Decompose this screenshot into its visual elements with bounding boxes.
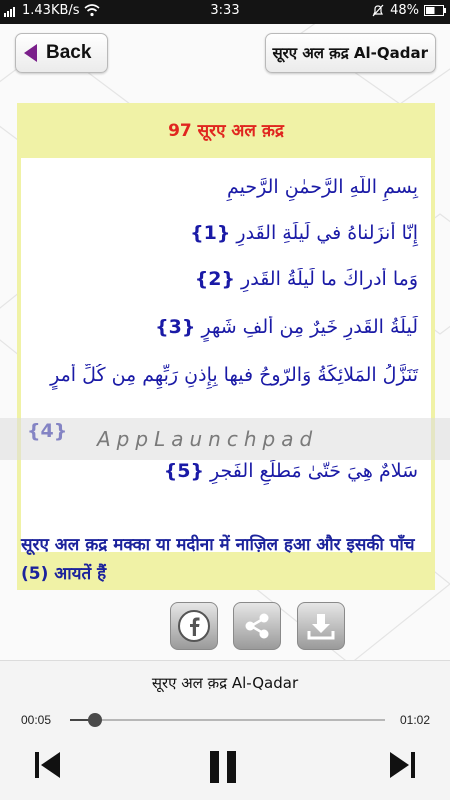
- share-icon: [240, 609, 274, 643]
- verse-5-text: سَلامٌ هِيَ حَتّىٰ مَطلَعِ الفَجرِ: [210, 460, 418, 482]
- battery-percent: 48%: [390, 3, 419, 18]
- verse-1-number: {1}: [190, 222, 231, 244]
- verse-5-number: {5}: [163, 460, 204, 482]
- status-time: 3:33: [210, 3, 240, 18]
- download-icon: [304, 609, 338, 643]
- verse-1-text: إِنّا أَنزَلناهُ في لَيلَةِ القَدرِ: [236, 222, 418, 244]
- verse-3: [21, 316, 431, 356]
- watermark-text: AppLaunchpad: [97, 427, 319, 451]
- verse-2-text: وَما أَدراكَ ما لَيلَةُ القَدرِ: [241, 268, 418, 290]
- verse-4-text: تَنَزَّلُ المَلائِكَةُ وَالرّوحُ فيها بِإِذنِ رَبِّهِم مِن كُلِّ أَمرٍ: [50, 364, 418, 386]
- surah-title-button[interactable]: सूरए अल क़द्र Al-Qadar: [265, 33, 436, 73]
- network-speed: 1.43KB/s: [22, 3, 80, 18]
- verse-2: [21, 268, 431, 308]
- back-arrow-icon: [24, 44, 37, 62]
- verses-box: [21, 158, 431, 552]
- share-button[interactable]: [233, 602, 281, 650]
- bismillah: بِسمِ اللَّهِ الرَّحمٰنِ الرَّحيمِ: [227, 176, 418, 198]
- back-button-label: Back: [46, 42, 92, 63]
- player-track-title: सूरए अल क़द्र Al-Qadar: [151, 674, 299, 692]
- battery-icon: [424, 5, 446, 16]
- time-total: 01:02: [399, 713, 430, 727]
- time-elapsed: 00:05: [21, 713, 52, 727]
- seek-bar[interactable]: [70, 719, 385, 721]
- previous-button[interactable]: [30, 749, 66, 781]
- verse-2-number: {2}: [194, 268, 235, 290]
- facebook-button[interactable]: [170, 602, 218, 650]
- seek-thumb[interactable]: [88, 713, 102, 727]
- revelation-note: सूरए अल क़द्र मक्का या मदीना में नाज़िल हआ और इसकी पाँच (5) आयतें हैं: [21, 535, 415, 584]
- verse-4: [21, 364, 431, 404]
- next-button[interactable]: [384, 749, 420, 781]
- verse-3-text: لَيلَةُ القَدرِ خَيرٌ مِن أَلفِ شَهرٍ: [201, 316, 418, 338]
- verse-3-number: {3}: [155, 316, 196, 338]
- pause-button[interactable]: [205, 749, 241, 785]
- skip-previous-icon: [30, 749, 66, 781]
- status-bar: [0, 0, 450, 24]
- verse-1: [21, 222, 431, 262]
- download-button[interactable]: [297, 602, 345, 650]
- pause-icon: [205, 749, 241, 785]
- back-button[interactable]: [15, 33, 108, 73]
- surah-heading: 97 सूरए अल क़द्र: [168, 121, 284, 141]
- media-player: [0, 660, 450, 800]
- facebook-icon: [177, 609, 211, 643]
- skip-next-icon: [384, 749, 420, 781]
- status-right: [371, 3, 446, 18]
- surah-card: [17, 103, 435, 590]
- mute-bell-icon: [371, 4, 385, 18]
- verse-5: [21, 460, 431, 500]
